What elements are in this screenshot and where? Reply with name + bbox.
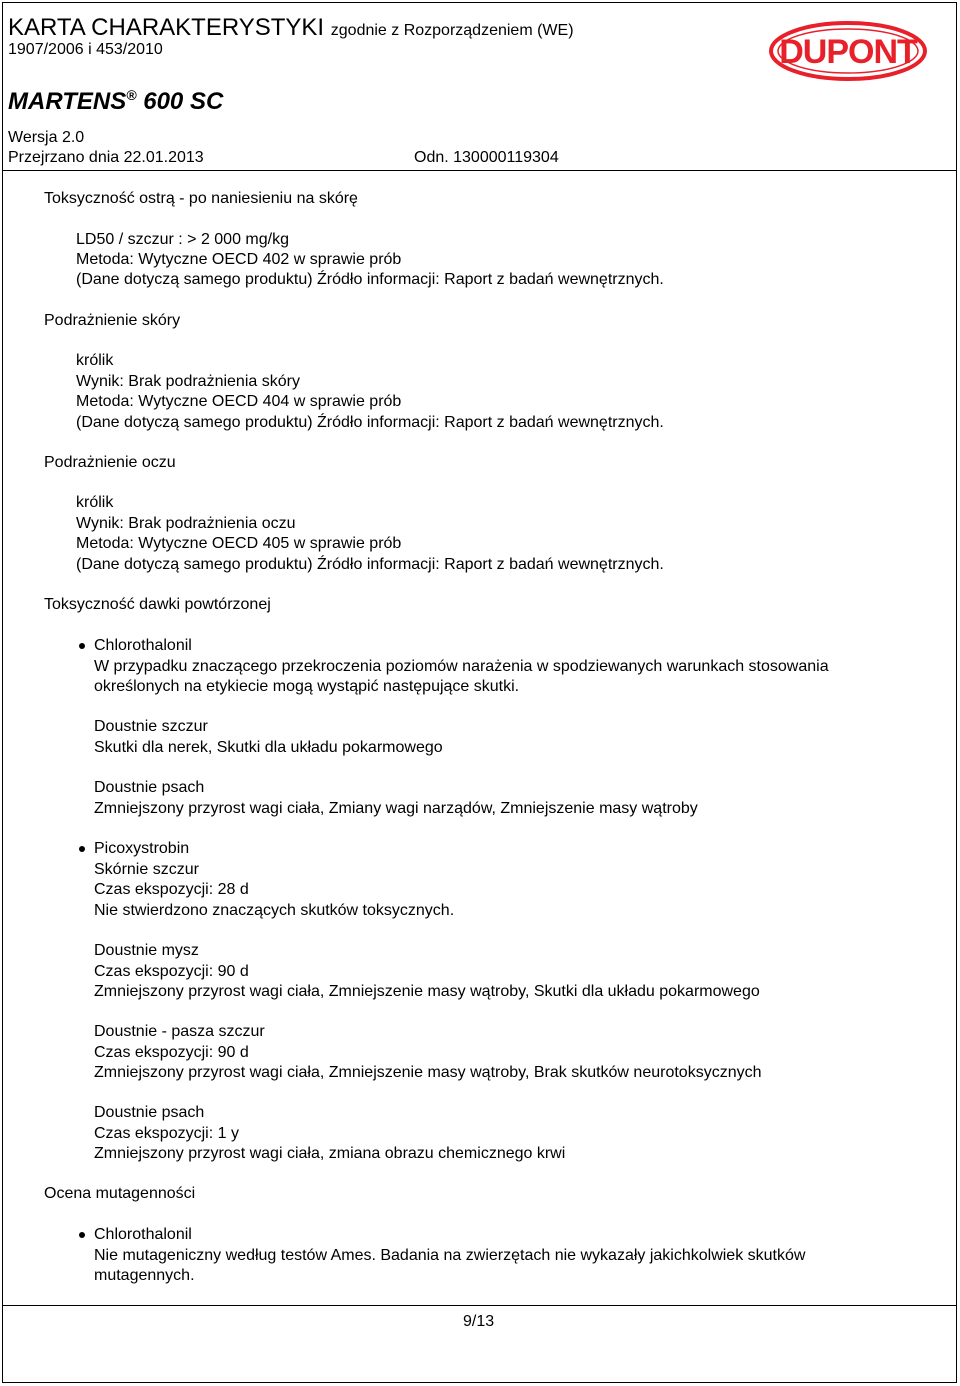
section-heading-skin: Podrażnienie skóry bbox=[44, 312, 181, 329]
repeated-chloro-route1: Doustnie szczur bbox=[94, 718, 208, 735]
repeated-picoxy-exposure4: Czas ekspozycji: 1 y bbox=[94, 1125, 239, 1142]
eye-method: Metoda: Wytyczne OECD 405 w sprawie prób bbox=[76, 535, 402, 552]
repeated-picoxy-name: Picoxystrobin bbox=[94, 840, 190, 857]
version-label: Wersja 2.0 bbox=[8, 129, 85, 146]
eye-source: (Dane dotyczą samego produktu) Źródło informacji: Raport z badań wewnętrznych. bbox=[76, 556, 664, 573]
regulation-reference: 1907/2006 i 453/2010 bbox=[8, 41, 163, 58]
section-heading-mutagenicity: Ocena mutagenności bbox=[44, 1185, 196, 1202]
document-title: KARTA CHARAKTERYSTYKI zgodnie z Rozporządzeniem (WE) bbox=[8, 14, 574, 41]
repeated-picoxy-effect3: Zmniejszony przyrost wagi ciała, Zmniejszenie masy wątroby, Brak skutków neurotoksycznych bbox=[94, 1064, 762, 1081]
repeated-chloro-desc1: W przypadku znaczącego przekroczenia poziomów narażenia w spodziewanych warunkach stosowania bbox=[94, 658, 829, 675]
bullet-icon bbox=[79, 1232, 85, 1238]
repeated-picoxy-exposure1: Czas ekspozycji: 28 d bbox=[94, 881, 249, 898]
footer-divider bbox=[2, 1305, 957, 1306]
repeated-picoxy-route1: Skórnie szczur bbox=[94, 861, 199, 878]
repeated-picoxy-route4: Doustnie psach bbox=[94, 1104, 205, 1121]
section-heading-dermal: Toksyczność ostrą - po naniesieniu na skórę bbox=[44, 190, 358, 207]
repeated-chloro-effect1: Skutki dla nerek, Skutki dla układu pokarmowego bbox=[94, 739, 443, 756]
repeated-picoxy-exposure3: Czas ekspozycji: 90 d bbox=[94, 1044, 249, 1061]
section-heading-repeated: Toksyczność dawki powtórzonej bbox=[44, 596, 271, 613]
mutagenicity-line2: mutagennych. bbox=[94, 1267, 195, 1284]
bullet-icon bbox=[79, 846, 85, 852]
mutagenicity-name: Chlorothalonil bbox=[94, 1226, 192, 1243]
skin-method: Metoda: Wytyczne OECD 404 w sprawie prób bbox=[76, 393, 402, 410]
dermal-ld50: LD50 / szczur : > 2 000 mg/kg bbox=[76, 231, 289, 248]
repeated-picoxy-effect1: Nie stwierdzono znaczących skutków toksycznych. bbox=[94, 902, 455, 919]
repeated-chloro-desc2: określonych na etykiecie mogą wystąpić następujące skutki. bbox=[94, 678, 520, 695]
revision-date: Przejrzano dnia 22.01.2013 bbox=[8, 149, 204, 166]
page-number: 9/13 bbox=[463, 1313, 495, 1330]
eye-species: królik bbox=[76, 494, 114, 511]
header-divider bbox=[2, 170, 957, 171]
skin-result: Wynik: Brak podrażnienia skóry bbox=[76, 373, 300, 390]
repeated-chloro-effect2: Zmniejszony przyrost wagi ciała, Zmiany wagi narządów, Zmniejszenie masy wątroby bbox=[94, 800, 698, 817]
document-number: Odn. 130000119304 bbox=[414, 149, 559, 166]
section-heading-eye: Podrażnienie oczu bbox=[44, 454, 176, 471]
repeated-picoxy-route2: Doustnie mysz bbox=[94, 942, 199, 959]
repeated-chloro-route2: Doustnie psach bbox=[94, 779, 205, 796]
mutagenicity-line1: Nie mutageniczny według testów Ames. Badania na zwierzętach nie wykazały jakichkolwiek skutków bbox=[94, 1247, 806, 1264]
repeated-picoxy-route3: Doustnie - pasza szczur bbox=[94, 1023, 265, 1040]
skin-source: (Dane dotyczą samego produktu) Źródło informacji: Raport z badań wewnętrznych. bbox=[76, 414, 664, 431]
skin-species: królik bbox=[76, 352, 114, 369]
product-name: MARTENS® 600 SC bbox=[8, 87, 224, 115]
bullet-icon bbox=[79, 643, 85, 649]
dermal-method: Metoda: Wytyczne OECD 402 w sprawie prób bbox=[76, 251, 402, 268]
eye-result: Wynik: Brak podrażnienia oczu bbox=[76, 515, 296, 532]
dermal-source: (Dane dotyczą samego produktu) Źródło informacji: Raport z badań wewnętrznych. bbox=[76, 271, 664, 288]
repeated-picoxy-effect2: Zmniejszony przyrost wagi ciała, Zmniejszenie masy wątroby, Skutki dla układu pokarmowego bbox=[94, 983, 760, 1000]
repeated-chloro-name: Chlorothalonil bbox=[94, 637, 192, 654]
repeated-picoxy-effect4: Zmniejszony przyrost wagi ciała, zmiana obrazu chemicznego krwi bbox=[94, 1145, 566, 1162]
repeated-picoxy-exposure2: Czas ekspozycji: 90 d bbox=[94, 963, 249, 980]
logo-text: DUPONT bbox=[779, 33, 917, 71]
dupont-logo bbox=[768, 20, 928, 82]
